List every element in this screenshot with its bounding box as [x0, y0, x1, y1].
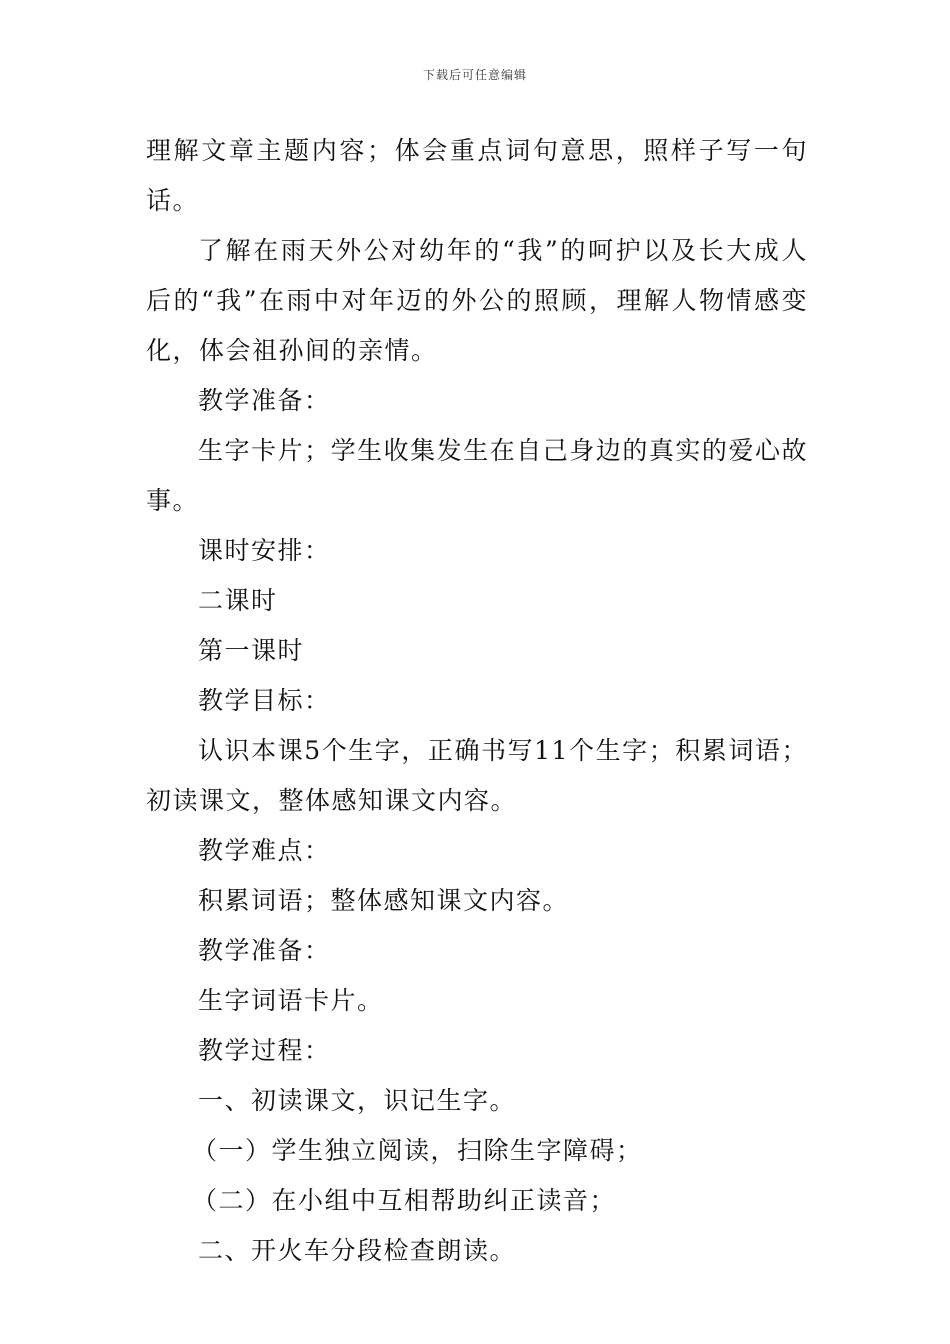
- heading-teaching-goals: 教学目标：: [198, 686, 331, 715]
- step-one-first-reading: 一、初读课文，识记生字。: [198, 1086, 517, 1115]
- heading-teaching-preparation: 教学准备：: [198, 386, 331, 415]
- header-note: 下载后可任意编辑: [422, 68, 527, 82]
- step-two-train-reading: 二、开火车分段检查朗读。: [198, 1236, 517, 1265]
- substep-group-help: （二）在小组中互相帮助纠正读音；: [192, 1186, 617, 1215]
- heading-lesson-arrangement: 课时安排：: [198, 536, 331, 565]
- paragraph-teaching-goals: 认识本课5个生字，正确书写11个生字；积累词语；初读课文，整体感知课文内容。: [146, 736, 808, 815]
- paragraph-teaching-difficulty: 积累词语；整体感知课文内容。: [198, 886, 570, 915]
- heading-first-lesson: 第一课时: [198, 636, 305, 665]
- paragraph-goal-emotion: 了解在雨天外公对幼年的“我”的呵护以及长大成人后的“我”在雨中对年迈的外公的照顾，理解人物情感变化，体会祖孙间的亲情。: [146, 236, 808, 365]
- heading-teaching-preparation-2: 教学准备：: [198, 936, 331, 965]
- heading-teaching-difficulty: 教学难点：: [198, 836, 331, 865]
- paragraph-goal-continued: 理解文章主题内容；体会重点词句意思，照样子写一句话。: [146, 136, 808, 215]
- paragraph-preparation-materials: 生字卡片；学生收集发生在自己身边的真实的爱心故事。: [146, 436, 808, 515]
- document-body: [146, 126, 808, 1276]
- paragraph-word-cards: 生字词语卡片。: [198, 986, 384, 1015]
- paragraph-two-lessons: 二课时: [198, 586, 278, 615]
- heading-teaching-process: 教学过程：: [198, 1036, 331, 1065]
- substep-independent-reading: （一）学生独立阅读，扫除生字障碍；: [192, 1136, 643, 1165]
